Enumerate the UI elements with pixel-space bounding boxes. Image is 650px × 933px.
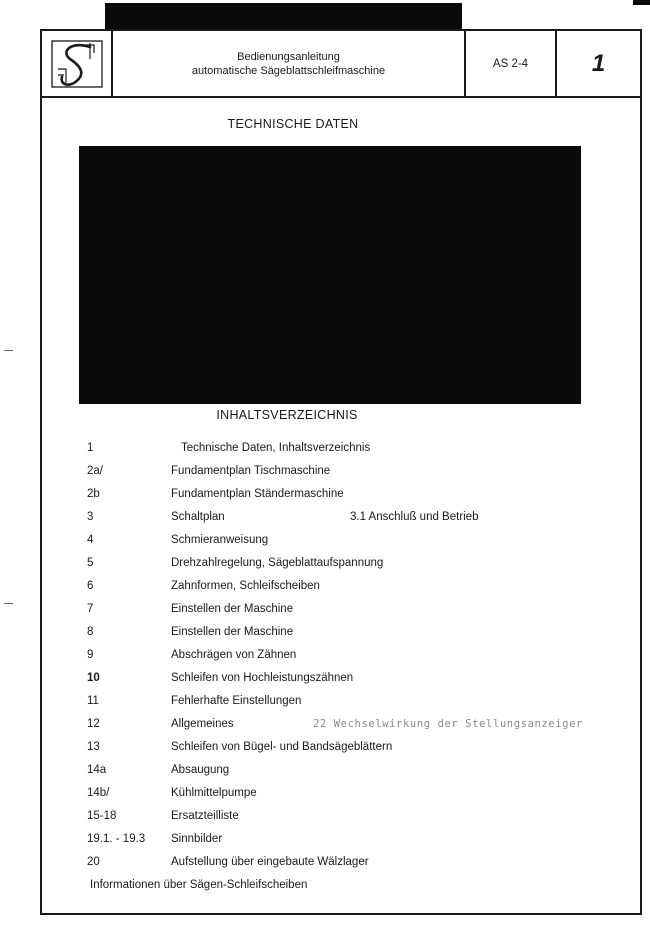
title-line-2: automatische Sägeblattschleifmaschine	[191, 64, 386, 77]
toc-subitem: 3.1 Anschluß und Betrieb	[350, 511, 479, 523]
toc-title: Fundamentplan Tischmaschine	[171, 465, 331, 477]
toc-number: 11	[87, 695, 99, 707]
toc-number: 15-18	[87, 810, 117, 822]
page-number: 1	[591, 49, 606, 77]
toc-number: 12	[87, 718, 100, 730]
toc-title: Einstellen der Maschine	[171, 626, 294, 638]
toc-number: 2b	[87, 488, 100, 500]
toc-title: Abschrägen von Zähnen	[171, 649, 297, 661]
redaction-bar-top	[105, 3, 462, 30]
toc-title: Einstellen der Maschine	[171, 603, 294, 615]
document-header	[42, 31, 640, 98]
corner-mark	[633, 0, 650, 5]
toc-number: 1	[87, 442, 94, 454]
toc-number: 7	[87, 603, 94, 615]
toc-title: Fehlerhafte Einstellungen	[171, 695, 302, 707]
document-title	[113, 31, 466, 96]
redacted-technical-data	[79, 146, 581, 404]
toc-number: 14a	[87, 764, 107, 776]
model-code: AS 2-4	[466, 31, 557, 96]
title-line-1: Bedienungsanleitung	[237, 50, 340, 63]
toc-title: Schleifen von Bügel- und Bandsägeblättern	[171, 741, 393, 753]
toc-number: 13	[87, 741, 100, 753]
page-frame	[40, 29, 642, 915]
toc-title: Aufstellung über eingebaute Wälzlager	[171, 856, 369, 868]
margin-mark	[4, 350, 13, 351]
toc-number: 19.1. - 19.3	[87, 833, 146, 845]
toc-title: Schaltplan	[171, 511, 225, 523]
toc-title: Ersatzteilliste	[171, 810, 239, 822]
toc-title: Schleifen von Hochleistungszähnen	[171, 672, 354, 684]
toc-title: Sinnbilder	[171, 833, 223, 845]
toc-number: 9	[87, 649, 94, 661]
toc-title: Kühlmittelpumpe	[171, 787, 257, 799]
toc-title: Fundamentplan Ständermaschine	[171, 488, 344, 500]
toc-footer-note: Informationen über Sägen-Schleifscheiben	[90, 879, 308, 891]
toc-number: 20	[87, 856, 100, 868]
toc-number: 5	[87, 557, 94, 569]
technical-data-heading: TECHNISCHE DATEN	[227, 117, 359, 131]
toc-number: 10	[87, 672, 100, 684]
typewriter-stamp: 22 Wechselwirkung der Stellungsanzeiger	[313, 718, 583, 730]
toc-number: 2a/	[87, 465, 103, 477]
toc-number: 8	[87, 626, 94, 638]
toc-title: Zahnformen, Schleifscheiben	[171, 580, 320, 592]
toc-title: Allgemeines	[171, 718, 234, 730]
contents-heading: INHALTSVERZEICHNIS	[216, 408, 358, 422]
company-logo-icon	[50, 39, 104, 89]
toc-number: 3	[87, 511, 94, 523]
margin-mark	[4, 603, 13, 604]
toc-number: 14b/	[87, 787, 110, 799]
toc-title: Technische Daten, Inhaltsverzeichnis	[181, 442, 371, 454]
toc-title: Drehzahlregelung, Sägeblattaufspannung	[171, 557, 384, 569]
toc-number: 6	[87, 580, 94, 592]
logo-cell	[42, 31, 113, 96]
toc-title: Absaugung	[171, 764, 230, 776]
toc-title: Schmieranweisung	[171, 534, 269, 546]
toc-number: 4	[87, 534, 94, 546]
